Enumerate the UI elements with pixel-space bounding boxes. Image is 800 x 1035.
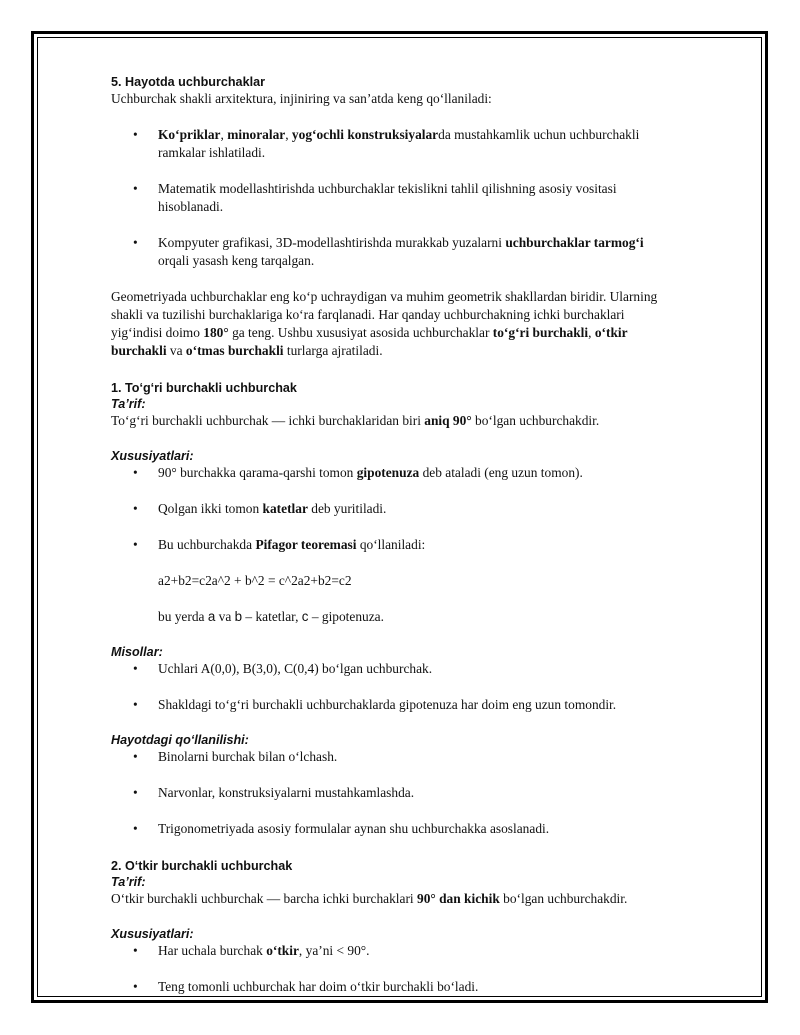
bullet-list (111, 126, 671, 270)
bullet-list (111, 748, 671, 838)
list-item: • Matematik modellashtirishda uchburchaklar tekislikni tahlil qilishning asosiy vositasi hisoblanadi. (111, 180, 671, 216)
examples-label: Misollar: (111, 645, 163, 659)
definition-label: Ta’rif: (111, 875, 146, 889)
list-item: • Qolgan ikki tomon katetlar deb yuritiladi. (111, 500, 671, 518)
bullet-list (111, 660, 671, 714)
formula-explanation: bu yerda a va b – katetlar, c – gipotenuza. (158, 609, 384, 624)
definition-label: Ta’rif: (111, 397, 146, 411)
formula: a2+b2=c2a^2 + b^2 = c^2a2+b2=c2 (158, 573, 352, 588)
list-item: • Har uchala burchak o‘tkir, ya’ni < 90°. (111, 942, 671, 960)
definition-text: To‘g‘ri burchakli uchburchak — ichki burchaklaridan biri aniq 90° bo‘lgan uchburchakdir. (111, 413, 600, 428)
list-item: • Kompyuter grafikasi, 3D-modellashtirishda murakkab yuzalarni uchburchaklar tarmog‘i orqali yasash keng tarqalgan. (111, 234, 671, 270)
list-item: • 90° burchakka qarama-qarshi tomon gipotenuza deb ataladi (eng uzun tomon). (111, 464, 671, 482)
section-heading: 2. O‘tkir burchakli uchburchak (111, 859, 293, 873)
list-item: • Bu uchburchakda Pifagor teoremasi qo‘llaniladi: (111, 536, 671, 554)
section-intro: Uchburchak shakli arxitektura, injiniring va san’atda keng qo‘llaniladi: (111, 91, 492, 106)
usage-label: Hayotdagi qo‘llanilishi: (111, 733, 249, 747)
list-item: • Trigonometriyada asosiy formulalar aynan shu uchburchakka asoslanadi. (111, 820, 671, 838)
list-item: • Ko‘priklar, minoralar, yog‘ochli konstruksiyalarda mustahkamlik uchun uchburchakli ramkalar ishlatiladi. (111, 126, 671, 162)
document-body (111, 74, 671, 996)
properties-label: Xususiyatlari: (111, 927, 194, 941)
bullet-list (111, 942, 671, 996)
list-item: • Shakldagi to‘g‘ri burchakli uchburchaklarda gipotenuza har doim eng uzun tomondir. (111, 696, 671, 714)
properties-label: Xususiyatlari: (111, 449, 194, 463)
section-heading: 5. Hayotda uchburchaklar (111, 75, 265, 89)
list-item: • Teng tomonli uchburchak har doim o‘tkir burchakli bo‘ladi. (111, 978, 671, 996)
bullet-list (111, 464, 671, 554)
section-heading: 1. To‘g‘ri burchakli uchburchak (111, 381, 297, 395)
definition-text: O‘tkir burchakli uchburchak — barcha ichki burchaklari 90° dan kichik bo‘lgan uchburchakdir. (111, 891, 628, 906)
body-paragraph: Geometriyada uchburchaklar eng ko‘p uchraydigan va muhim geometrik shakllardan biridir. Ularning shakli va tuzilishi burchaklariga ko‘ra farqlanadi. Har qanday uchburchakning ichki burchaklari yig‘indisi doimo 180° ga teng. Ushbu xususiyat asosida uchburchaklar to‘g‘ri burchakli, o‘tkir burchakli va o‘tmas burchakli turlarga ajratiladi. (111, 289, 658, 358)
list-item: • Uchlari A(0,0), B(3,0), C(0,4) bo‘lgan uchburchak. (111, 660, 671, 678)
list-item: • Narvonlar, konstruksiyalarni mustahkamlashda. (111, 784, 671, 802)
list-item: • Binolarni burchak bilan o‘lchash. (111, 748, 671, 766)
